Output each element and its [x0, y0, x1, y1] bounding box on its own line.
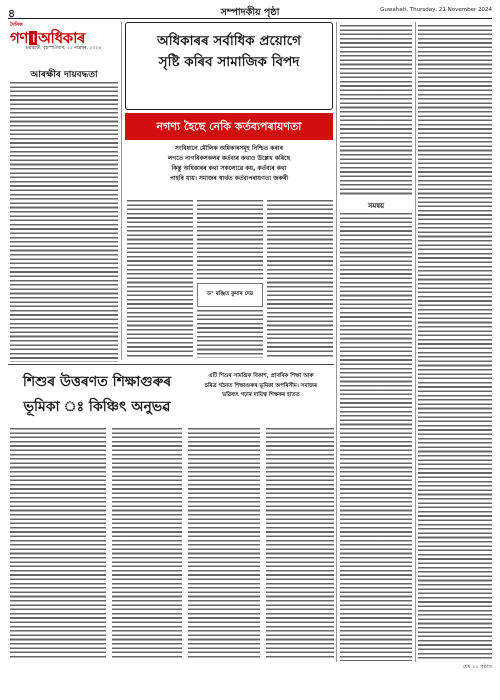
lower-article-column-1 [10, 428, 106, 660]
masthead-logo-part-2: অধিকাৰ [37, 29, 85, 47]
column-rule [415, 22, 416, 662]
main-article-column-1 [127, 200, 193, 358]
editorial-body-text [10, 82, 118, 362]
page-number: ৪ [8, 7, 16, 20]
main-article-column-2-continued [197, 310, 263, 358]
section-divider [8, 364, 334, 365]
lower-headline [12, 370, 182, 420]
masthead-subline: গুৱাহাটী, বৃহস্পতিবাৰ, ২১ নৱেম্বৰ, ২০২৪ [24, 46, 102, 51]
masthead-logo-part-1: গণ [10, 29, 28, 47]
lower-article-column-3 [188, 428, 260, 660]
lower-standfirst [188, 372, 334, 401]
main-article-column-3 [267, 200, 333, 358]
main-blurb-line: কিন্তু অধিকাৰৰ কথা সকলোৱে কয়, কৰ্তব্যৰ কথা [171, 165, 287, 172]
column-rule [121, 22, 122, 360]
main-headline-line-1: অধিকাৰৰ সৰ্বাধিক প্ৰয়োগে [157, 33, 301, 49]
main-blurb-line: সংবিধানে মৌলিক অধিকাৰসমূহ নিশ্চিত কৰাৰ [175, 145, 283, 152]
lower-standfirst-line: ভৱিষ্যৎ গঢ়াৰ দায়িত্ব শিক্ষকৰ হাতত [222, 392, 300, 398]
masthead [10, 22, 116, 52]
dateline: Guwahati, Thursday, 21 November 2024 [380, 7, 492, 13]
main-headline-line-2: সৃষ্টি কৰিব সামাজিক বিপদ [158, 54, 300, 70]
editorial-heading: আৰক্ষীৰ দায়বদ্ধতা [30, 70, 98, 80]
lower-article-column-2 [112, 428, 182, 660]
masthead-tag: দৈনিক [10, 22, 23, 28]
section-title: সম্পাদকীয় পৃষ্ঠা [220, 7, 280, 18]
lower-headline-line-2: ভূমিকা ঃ কিঞ্চিৎ অনুভৱ [23, 399, 171, 415]
main-blurb-line: লগতে নাগৰিকসকলৰ কৰ্তব্যৰ কথাও উল্লেখ কৰিছে [167, 155, 291, 162]
column-rule [336, 22, 337, 662]
main-blurb [125, 144, 333, 196]
lower-standfirst-line: এটি শিশুৰ সামগ্ৰিক বিকাশ, প্ৰাথমিক শিক্ষা আৰু [208, 373, 314, 379]
lower-headline-line-1: শিশুৰ উত্তৰণত শিক্ষাগুৰুৰ [22, 374, 172, 390]
lower-article-column-4 [266, 428, 334, 660]
page-footer: শেষ ১১ পৃষ্ঠাত [462, 664, 492, 670]
right-column-2 [418, 25, 492, 661]
main-headline [125, 22, 333, 110]
masthead-logo-mark: । [30, 31, 35, 45]
right-column-1-continued [340, 213, 412, 661]
lower-standfirst-line: চৰিত্ৰ গঠনত শিক্ষাগুৰুৰ ভূমিকা অপৰিসীম। সমাজৰ [204, 382, 318, 389]
main-blurb-line: পাহৰি যায়। সমাজৰ স্বাৰ্থত কৰ্তব্যপৰায়ণতা জৰুৰী [169, 175, 289, 182]
right-column-subheading: সমন্বয় [367, 202, 385, 210]
page-header [8, 5, 492, 19]
main-article-column-2 [197, 200, 263, 280]
right-column-1 [340, 25, 412, 195]
masthead-logo [10, 27, 116, 47]
main-subheadline: নগণ্য হৈছে নেকি কৰ্তব্যপৰায়ণতা [125, 113, 333, 140]
author-box: ড° ৰঞ্জিত কুমাৰ দেৱ [197, 283, 263, 307]
